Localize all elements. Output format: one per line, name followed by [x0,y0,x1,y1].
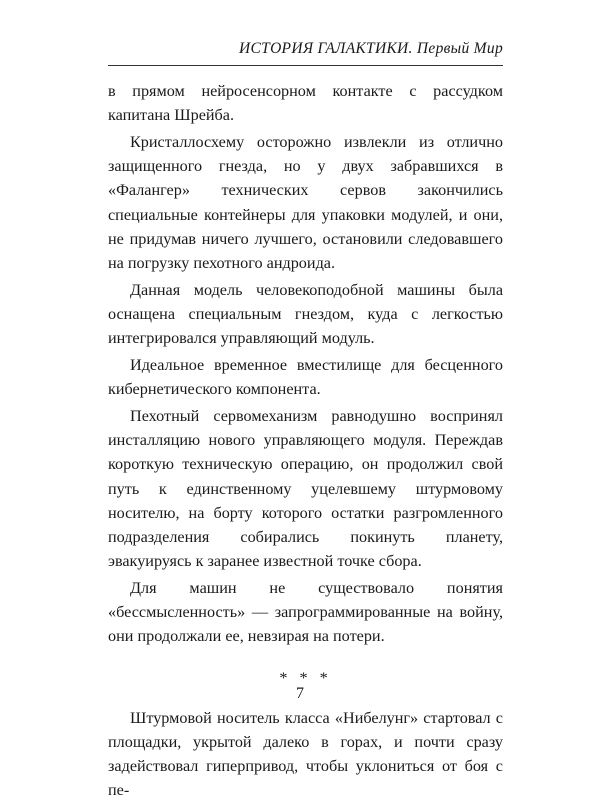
header-rule [108,65,503,66]
paragraph: Для машин не существовало понятия «бессмысленность» — запрограммированные на войну, они продолжали ее, невзирая на потери. [108,579,503,646]
section-break: * * * [279,668,332,687]
paragraph: Идеальное временное вместилище для бесценного кибернетического компонента. [108,356,503,399]
running-title: ИСТОРИЯ ГАЛАКТИКИ. Первый Мир [239,40,503,57]
paragraph: Данная модель человекоподобной машины была оснащена специальным гнездом, куда с легкостью интегрировался управляющий модуль. [108,280,503,348]
paragraph: Пехотный сервомеханизм равнодушно воспринял инсталляцию нового управляющего модуля. Переждав короткую техническую операцию, он продолжил свой путь к единственному уцелевшему штурмовому носителю, на борту которого остатки разгромленного подразделения собирались покинуть планету, эвакуируясь к заранее известной точке сбора. [108,407,503,571]
paragraph-continuation: в прямом нейросенсорном контакте с рассудком капитана Шрейба. [108,82,503,125]
paragraph: Кристаллосхему осторожно извлекли из отлично защищенного гнезда, но у двух забравшихся в «Фалангер» технических сервов закончились специальные контейнеры для упаковки модулей, и они, не придумав ничего лучшего, остановили следовавшего на погрузку пехотного андроида. [108,133,503,273]
page-number: 7 [296,685,304,702]
paragraph: Штурмовой носитель класса «Нибелунг» стартовал с площадки, укрытой далеко в горах, и почти сразу задействовал гиперпривод, чтобы уклониться от боя с пе- [108,708,503,800]
